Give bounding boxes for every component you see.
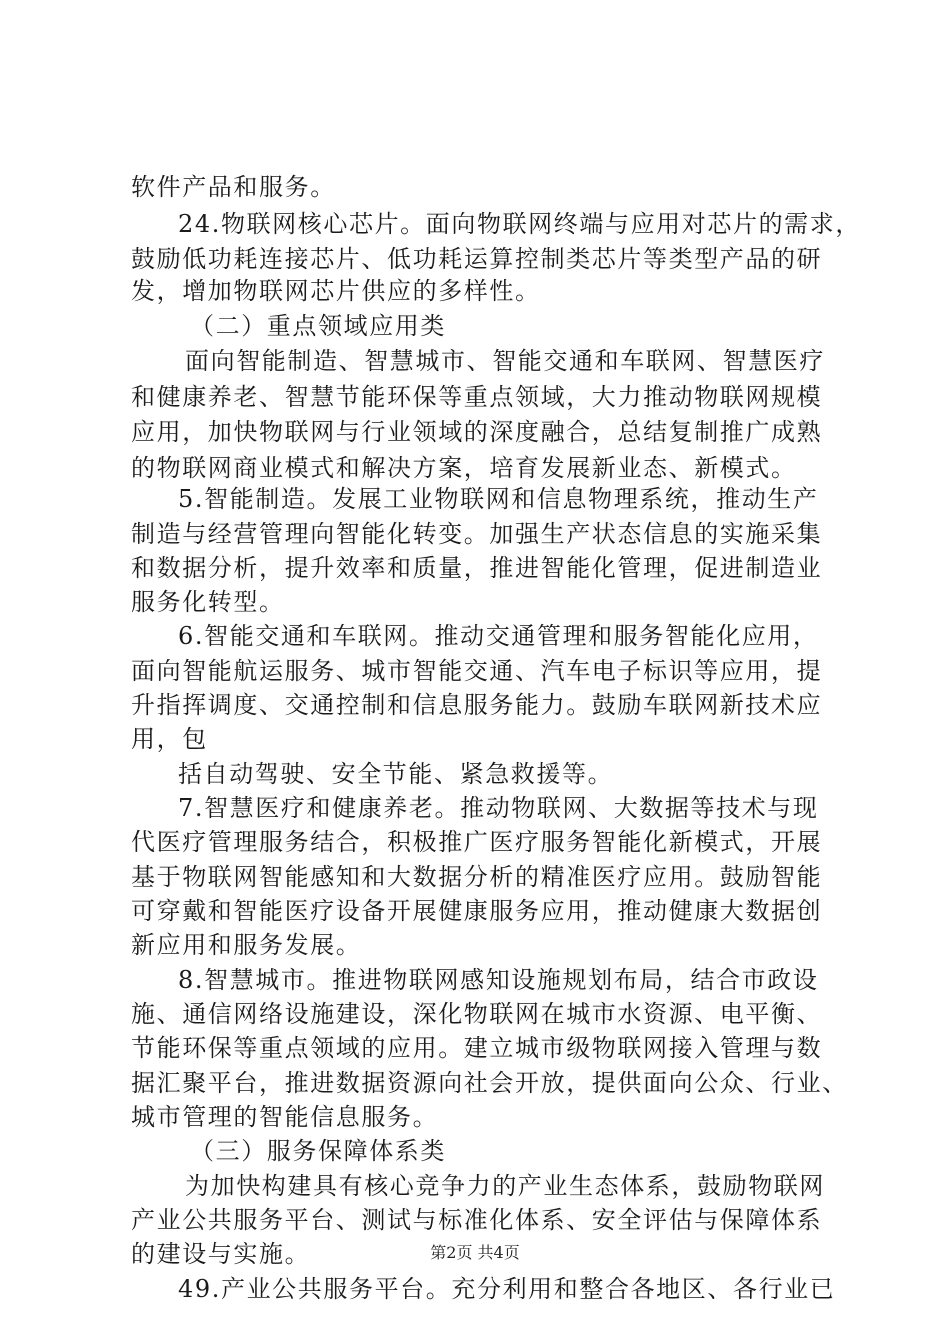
- text-line: 的建设与实施。: [131, 1240, 311, 1268]
- text-line: 发，增加物联网芯片供应的多样性。: [131, 277, 541, 305]
- text-line: 的物联网商业模式和解决方案，培育发展新业态、新模式。: [131, 454, 797, 482]
- text-line: 代医疗管理服务结合，积极推广医疗服务智能化新模式，开展: [131, 828, 823, 856]
- section-heading: （二）重点领域应用类: [190, 312, 446, 340]
- text-line: 制造与经营管理向智能化转变。加强生产状态信息的实施采集: [131, 520, 823, 548]
- text-line: 8.智慧城市。推进物联网感知设施规划布局，结合市政设: [178, 966, 819, 994]
- section-heading: （三）服务保障体系类: [190, 1137, 446, 1165]
- text-line: 可穿戴和智能医疗设备开展健康服务应用，推动健康大数据创: [131, 897, 823, 925]
- text-line: 基于物联网智能感知和大数据分析的精准医疗应用。鼓励智能: [131, 863, 823, 891]
- text-line: 施、通信网络设施建设，深化物联网在城市水资源、电平衡、: [131, 1000, 823, 1028]
- text-line: 面向智能制造、智慧城市、智能交通和车联网、智慧医疗: [185, 347, 825, 375]
- text-line: 5.智能制造。发展工业物联网和信息物理系统，推动生产: [178, 485, 819, 513]
- text-line: 24.物联网核心芯片。面向物联网终端与应用对芯片的需求，: [178, 210, 861, 238]
- text-line: 软件产品和服务。: [131, 173, 336, 201]
- text-line: 面向智能航运服务、城市智能交通、汽车电子标识等应用，提: [131, 657, 823, 685]
- text-line: 应用，加快物联网与行业领域的深度融合，总结复制推广成熟: [131, 418, 823, 446]
- text-line: 据汇聚平台，推进数据资源向社会开放，提供面向公众、行业、: [131, 1069, 848, 1097]
- text-line: 升指挥调度、交通控制和信息服务能力。鼓励车联网新技术应: [131, 691, 823, 719]
- text-line: 用，包: [131, 725, 208, 753]
- text-line: 新应用和服务发展。: [131, 931, 362, 959]
- text-line: 括自动驾驶、安全节能、紧急救援等。: [178, 760, 614, 788]
- text-line: 服务化转型。: [131, 588, 285, 616]
- text-line: 6.智能交通和车联网。推动交通管理和服务智能化应用，: [178, 622, 819, 650]
- text-line: 49.产业公共服务平台。充分利用和整合各地区、各行业已: [178, 1275, 836, 1303]
- page-footer: 第2页 共4页: [430, 1243, 520, 1262]
- text-line: 产业公共服务平台、测试与标准化体系、安全评估与保障体系: [131, 1206, 823, 1234]
- text-line: 和健康养老、智慧节能环保等重点领域，大力推动物联网规模: [131, 383, 823, 411]
- text-line: 和数据分析，提升效率和质量，推进智能化管理，促进制造业: [131, 554, 823, 582]
- text-line: 7.智慧医疗和健康养老。推动物联网、大数据等技术与现: [178, 794, 819, 822]
- text-line: 城市管理的智能信息服务。: [131, 1103, 439, 1131]
- text-line: 鼓励低功耗连接芯片、低功耗运算控制类芯片等类型产品的研: [131, 245, 823, 273]
- text-line: 为加快构建具有核心竞争力的产业生态体系，鼓励物联网: [185, 1172, 825, 1200]
- text-line: 节能环保等重点领域的应用。建立城市级物联网接入管理与数: [131, 1034, 823, 1062]
